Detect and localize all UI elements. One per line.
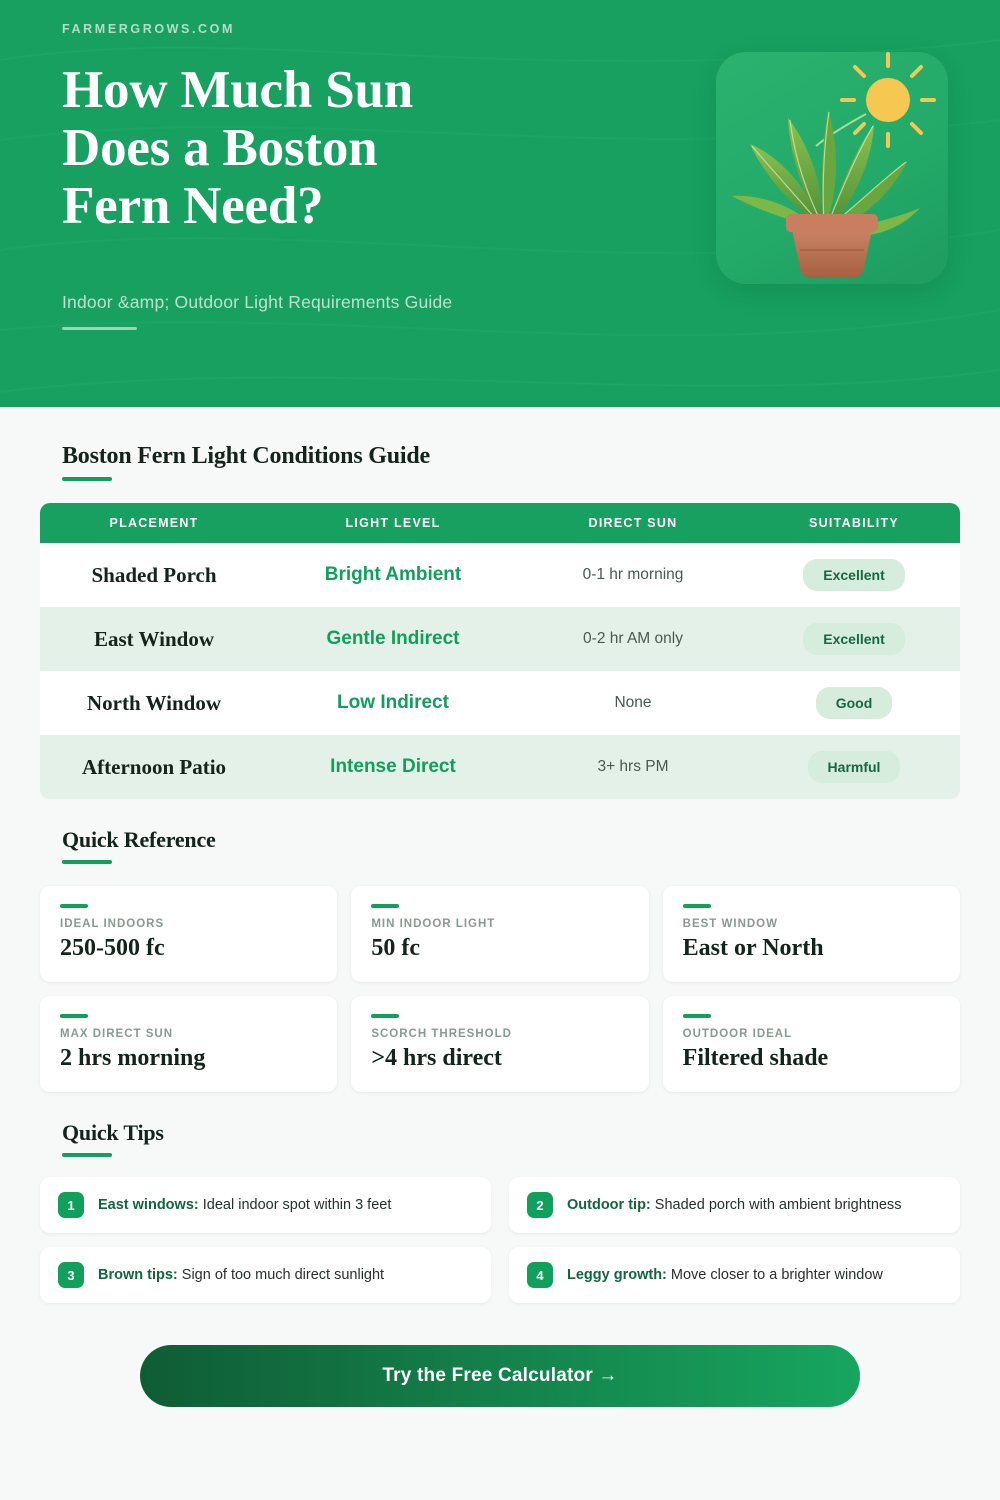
page-title-line-1: How Much Sun (62, 61, 414, 119)
cell-direct-sun: 0-2 hr AM only (583, 630, 683, 647)
table-section-heading: Boston Fern Light Conditions Guide (62, 443, 430, 469)
card-value: >4 hrs direct (371, 1045, 502, 1071)
card-label: SCORCH THRESHOLD (371, 1028, 512, 1040)
try-calculator-button[interactable]: Try the Free Calculator → (140, 1345, 860, 1407)
terracotta-pot (786, 214, 878, 278)
quick-reference-grid (40, 886, 960, 1092)
status-badge: Harmful (808, 751, 901, 783)
sun-icon (842, 54, 934, 146)
tip-item (509, 1177, 960, 1233)
table-row (40, 735, 960, 799)
tip-text (567, 1197, 901, 1213)
status-badge: Good (816, 687, 893, 719)
card-value: East or North (682, 935, 824, 961)
tip-lead: Outdoor tip: (567, 1197, 651, 1213)
quick-tips-grid (40, 1177, 960, 1303)
quick-reference-card (663, 886, 960, 982)
cell-direct-sun: 0-1 hr morning (582, 566, 684, 583)
card-accent-bar (371, 1014, 399, 1018)
page-body (0, 407, 1000, 1407)
cell-placement: East Window (93, 626, 215, 651)
status-badge: Excellent (803, 559, 904, 591)
quick-reference-card (40, 886, 337, 982)
cell-direct-sun: None (614, 694, 652, 711)
card-label: MIN INDOOR LIGHT (371, 918, 496, 930)
hero-artwork-panel (716, 52, 948, 284)
cell-placement: Afternoon Patio (81, 754, 227, 779)
tip-text (98, 1197, 391, 1213)
tip-lead: Leggy growth: (567, 1267, 667, 1283)
quick-reference-card (351, 886, 648, 982)
site-brand: FARMERGROWS.COM (62, 22, 236, 36)
quick-tips-heading: Quick Tips (62, 1120, 164, 1145)
cell-light-level: Bright Ambient (324, 564, 462, 585)
tip-lead: Brown tips: (98, 1267, 178, 1283)
tip-text (98, 1267, 384, 1283)
card-label: IDEAL INDOORS (60, 918, 165, 930)
tip-item (40, 1177, 491, 1233)
cell-light-level: Intense Direct (330, 756, 456, 777)
quick-reference-underline (62, 860, 112, 864)
quick-reference-card (351, 996, 648, 1092)
cta-section (40, 1345, 960, 1407)
table-heading-underline (62, 477, 112, 481)
tip-body: Ideal indoor spot within 3 feet (198, 1197, 392, 1213)
tip-number-badge: 1 (58, 1192, 84, 1218)
column-header-placement: PLACEMENT (109, 516, 199, 530)
cell-placement: North Window (86, 690, 221, 715)
quick-tips-underline (62, 1153, 112, 1157)
card-value: 50 fc (371, 935, 420, 961)
tip-lead: East windows: (98, 1197, 199, 1213)
column-header-light-level: LIGHT LEVEL (345, 516, 441, 530)
page-title-line-2: Does a Boston (62, 118, 378, 177)
card-accent-bar (683, 1014, 711, 1018)
quick-reference-card (40, 996, 337, 1092)
tip-number-badge: 2 (527, 1192, 553, 1218)
tip-body: Sign of too much direct sunlight (177, 1267, 385, 1283)
card-accent-bar (683, 904, 711, 908)
tip-number-badge: 4 (527, 1262, 553, 1288)
card-value: 250-500 fc (60, 935, 165, 961)
cell-direct-sun: 3+ hrs PM (597, 758, 669, 775)
table-header-row (40, 503, 960, 543)
tip-number-badge: 3 (58, 1262, 84, 1288)
quick-reference-heading: Quick Reference (62, 827, 216, 852)
card-accent-bar (371, 904, 399, 908)
page-title-line-3: Fern Need? (62, 176, 324, 235)
card-value: 2 hrs morning (60, 1045, 206, 1071)
table-row (40, 671, 960, 735)
light-conditions-table (40, 503, 960, 799)
page-subtitle: Indoor &amp; Outdoor Light Requirements Guide (62, 292, 453, 313)
column-header-suitability: SUITABILITY (809, 516, 899, 530)
tip-body: Shaded porch with ambient brightness (650, 1197, 902, 1213)
card-value: Filtered shade (682, 1045, 829, 1071)
status-badge: Excellent (803, 623, 904, 655)
table-row (40, 543, 960, 607)
quick-reference-card (663, 996, 960, 1092)
card-accent-bar (60, 904, 88, 908)
tip-body: Move closer to a brighter window (666, 1267, 883, 1283)
card-label: OUTDOOR IDEAL (682, 1028, 793, 1040)
boston-fern-illustration (716, 52, 948, 284)
tip-item (40, 1247, 491, 1303)
table-row (40, 607, 960, 671)
column-header-direct-sun: DIRECT SUN (588, 516, 678, 530)
card-accent-bar (60, 1014, 88, 1018)
card-label: MAX DIRECT SUN (60, 1028, 174, 1040)
cell-light-level: Gentle Indirect (326, 628, 460, 649)
subtitle-underline (62, 327, 137, 330)
tip-text (567, 1267, 883, 1283)
cell-placement: Shaded Porch (91, 562, 217, 587)
tip-item (509, 1247, 960, 1303)
hero-header (0, 0, 1000, 407)
cell-light-level: Low Indirect (337, 692, 449, 713)
card-label: BEST WINDOW (682, 918, 778, 930)
